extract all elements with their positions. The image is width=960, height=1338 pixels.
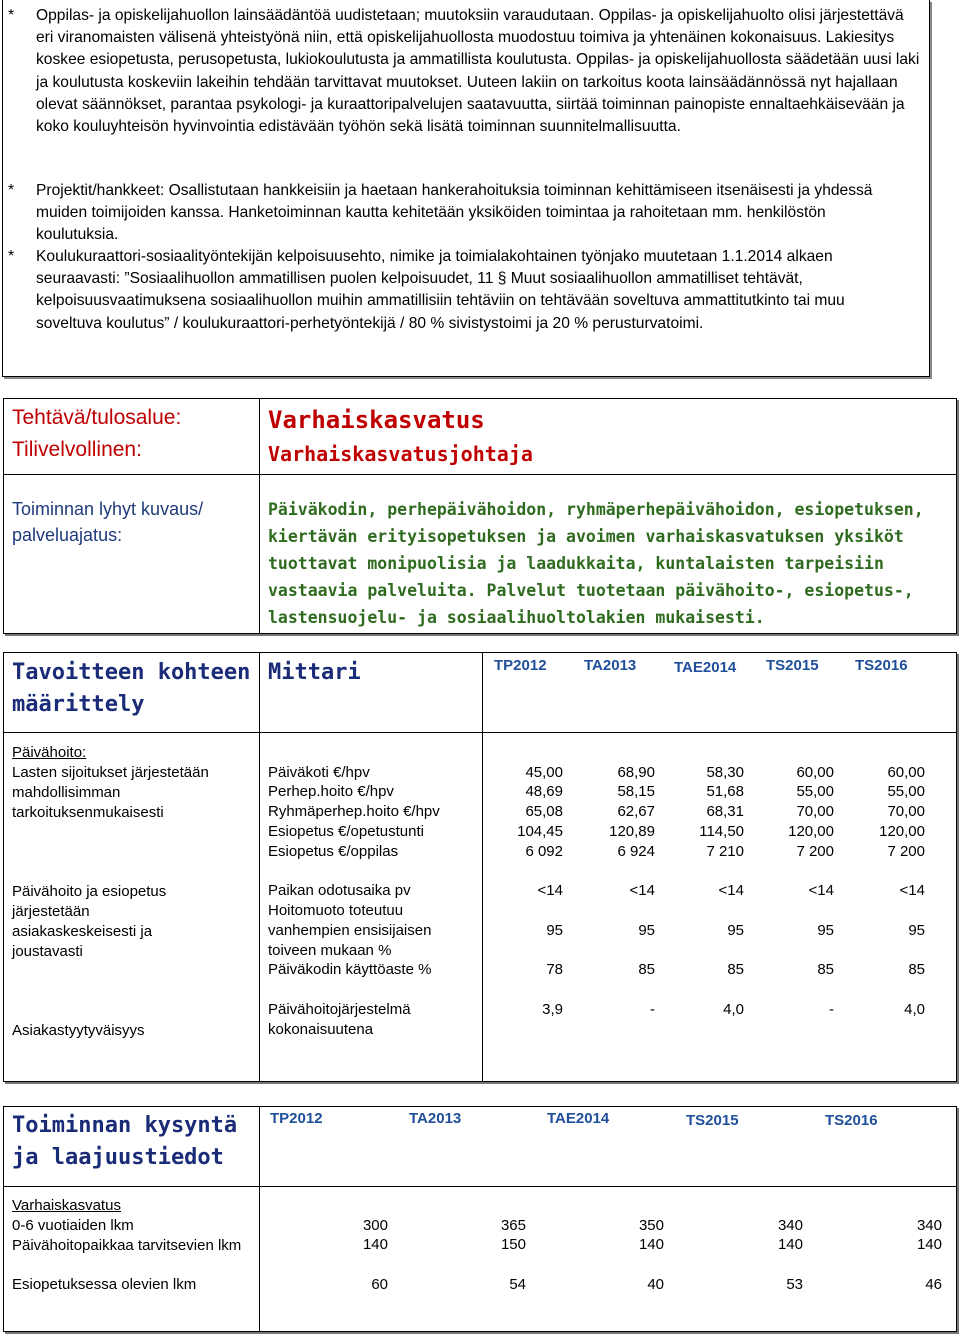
goal-text: Asiakastyytyväisyys: [12, 1022, 145, 1039]
value-cell: 68,31: [706, 803, 744, 820]
value-cell: 120,00: [788, 823, 834, 840]
col-header-tp2012: TP2012: [270, 1110, 323, 1127]
value-cell: <14: [899, 882, 925, 899]
description-label: Toiminnan lyhyt kuvaus/ palveluajatus:: [12, 499, 204, 545]
value-cell: 70,00: [887, 803, 925, 820]
value-cell: 48,69: [525, 783, 563, 800]
value-cell: 95: [817, 922, 834, 939]
value-cell: 55,00: [796, 783, 834, 800]
col-header-tae2014: TAE2014: [547, 1110, 610, 1127]
bullet-text: Koulukuraattori-sosiaalityöntekijän kelpoisuusehto, nimike ja toimialakohtainen työnjako muutetaan 1.1.2014 alkaen seuraavasti: ”Sosiaalihuollon ammatillisen puolen kelpoisuudet, 11 § Muut sosiaalihuollon ammatilliset tehtävät, kelpoisuusvaatimuksena sosiaalihuollon muihin ammatillisiin tehtäviin on tehtävään soveltuva ammattitutkinto tai muu soveltuva koulutus” / koulukuraattori-perhetyöntekijä / 80 % sivistystoimi ja 20 % perusturvatoimi.: [36, 248, 845, 332]
value-cell: 85: [908, 961, 925, 978]
value-cell: 40: [647, 1276, 664, 1293]
value-cell: 95: [908, 922, 925, 939]
value-cell: 85: [817, 961, 834, 978]
value-cell: 114,50: [699, 823, 744, 840]
section-heading: Varhaiskasvatus: [12, 1197, 121, 1214]
task-value: Varhaiskasvatus: [268, 406, 485, 434]
col-header-tp2012: TP2012: [494, 657, 547, 674]
goal-text: Päivähoito ja esiopetus järjestetään asiakaskeskeisesti ja joustavasti: [12, 883, 167, 960]
value-cell: 58,30: [706, 764, 744, 781]
col-header-ta2013: TA2013: [584, 657, 637, 674]
metric-label: Päivähoitojärjestelmä kokonaisuutena: [268, 1001, 411, 1038]
value-cell: 54: [509, 1276, 526, 1293]
col-header-tae2014: TAE2014: [674, 659, 737, 676]
metric-label: Ryhmäperhep.hoito €/hpv: [268, 803, 440, 820]
col-header-ts2015: TS2015: [766, 657, 819, 674]
value-cell: 7 200: [796, 843, 834, 860]
bullet-text: Projektit/hankkeet: Osallistutaan hankkeisiin ja haetaan hankerahoituksia toiminnan kehittämiseen itsenäisesti ja yhdessä muiden toimijoiden kanssa. Hanketoiminnan kautta kehitetään yksiköiden toimintaa ja rahoitetaan mm. henkilöstön koulutuksia.: [36, 182, 873, 244]
value-cell: 60,00: [796, 764, 834, 781]
value-cell: 46: [925, 1276, 942, 1293]
metric-label: Hoitomuoto toteutuu vanhempien ensisijaisen toiveen mukaan %: [268, 902, 432, 959]
account-value: Varhaiskasvatusjohtaja: [268, 442, 533, 466]
description-value: Päiväkodin, perhepäivähoidon, ryhmäperhepäivähoidon, esiopetuksen, kiertävän erityisopetuksen ja avoimen varhaiskasvatuksen yksiköt tuottavat monipuolisia ja laadukkaita, kuntalaisten tarpeisiin vastaavia palveluita. Palvelut tuotetaan päivähoito-, esiopetus-, lastensuojelu- ja sosiaalihuoltolakien mukaisesti.: [268, 500, 924, 627]
value-cell: <14: [629, 882, 655, 899]
value-cell: 58,15: [617, 783, 655, 800]
value-cell: 60: [371, 1276, 388, 1293]
value-cell: 45,00: [525, 764, 563, 781]
value-cell: -: [650, 1001, 655, 1018]
value-cell: <14: [808, 882, 834, 899]
value-cell: 7 200: [887, 843, 925, 860]
value-cell: 340: [777, 1217, 803, 1234]
value-cell: 300: [362, 1217, 388, 1234]
value-cell: 51,68: [706, 783, 744, 800]
bullet-star: *: [8, 182, 15, 199]
metric-label: Esiopetus €/opetustunti: [268, 823, 424, 840]
value-cell: 78: [546, 961, 563, 978]
value-cell: <14: [718, 882, 744, 899]
demand-title: Toiminnan kysyntä ja laajuustiedot: [12, 1113, 238, 1170]
value-cell: 3,9: [542, 1001, 563, 1018]
value-cell: 140: [777, 1236, 803, 1253]
demand-row-label: 0-6 vuotiaiden lkm: [12, 1217, 134, 1234]
value-cell: 60,00: [887, 764, 925, 781]
value-cell: 365: [500, 1217, 526, 1234]
value-cell: 53: [786, 1276, 803, 1293]
value-cell: 104,45: [517, 823, 563, 840]
bullet-star: *: [8, 7, 15, 24]
value-cell: 140: [916, 1236, 942, 1253]
goals-title: Tavoitteen kohteen määrittely: [12, 660, 251, 717]
value-cell: 140: [638, 1236, 664, 1253]
value-cell: 350: [638, 1217, 664, 1234]
metric-label: Päiväkodin käyttöaste %: [268, 961, 432, 978]
metric-label: Paikan odotusaika pv: [268, 882, 411, 899]
value-cell: 95: [638, 922, 655, 939]
metric-label: Perhep.hoito €/hpv: [268, 783, 394, 800]
value-cell: 95: [727, 922, 744, 939]
value-cell: 70,00: [796, 803, 834, 820]
account-label: Tilivelvollinen:: [12, 438, 142, 461]
bullet-text: Oppilas- ja opiskelijahuollon lainsäädäntöä uudistetaan; muutoksiin varaudutaan. Oppilas- ja opiskelijahuolto olisi järjestettävä eri viranomaisten välisenä yhteistyönä niin, että opiskelijahuollosta muodostuu toimiva ja yhtenäinen kokonaisuus. Lakiesitys koskee esiopetusta, perusopetusta, lukiokoulutusta ja ammatillista koulutusta. Oppilas- ja opiskelijahuollosta säädetään uusi laki ja koulutusta koskeviin lakeihin tehdään tarvittavat muutokset. Uuteen lakiin on tarkoitus koota lainsäädännössä nyt hajallaan olevat säännökset, parantaa psykologi- ja kuraattoripalvelujen saatavuutta, siirtää toiminnan painopiste ennaltaehkäisevään ja koko kouluyhteisön hyvinvointia edistävään työhön sekä lisätä toiminnan suunnitelmallisuutta.: [36, 7, 920, 136]
col-header-ts2015: TS2015: [686, 1112, 739, 1129]
goal-text: Lasten sijoitukset järjestetään mahdollisimman tarkoituksenmukaisesti: [12, 764, 209, 821]
metric-label: Päiväkoti €/hpv: [268, 764, 370, 781]
value-cell: 6 924: [617, 843, 655, 860]
demand-row-label: Päivähoitopaikkaa tarvitsevien lkm: [12, 1237, 242, 1254]
value-cell: 340: [916, 1217, 942, 1234]
col-header-ts2016: TS2016: [855, 657, 908, 674]
section-heading: Päivähoito:: [12, 744, 87, 761]
value-cell: 120,89: [609, 823, 655, 840]
value-cell: 55,00: [887, 783, 925, 800]
value-cell: 140: [362, 1236, 388, 1253]
col-header-ts2016: TS2016: [825, 1112, 878, 1129]
value-cell: 6 092: [525, 843, 563, 860]
metric-label: Esiopetus €/oppilas: [268, 843, 399, 860]
value-cell: 85: [727, 961, 744, 978]
value-cell: 68,90: [617, 764, 655, 781]
demand-row-label: Esiopetuksessa olevien lkm: [12, 1276, 197, 1293]
metric-title: Mittari: [268, 660, 361, 685]
value-cell: 4,0: [904, 1001, 925, 1018]
bullet-star: *: [8, 248, 15, 265]
value-cell: <14: [537, 882, 563, 899]
value-cell: -: [829, 1001, 834, 1018]
value-cell: 150: [500, 1236, 526, 1253]
value-cell: 4,0: [723, 1001, 744, 1018]
value-cell: 95: [546, 922, 563, 939]
col-header-ta2013: TA2013: [409, 1110, 462, 1127]
task-label: Tehtävä/tulosalue:: [12, 406, 182, 429]
value-cell: 120,00: [879, 823, 925, 840]
value-cell: 7 210: [706, 843, 744, 860]
value-cell: 85: [638, 961, 655, 978]
value-cell: 65,08: [525, 803, 563, 820]
value-cell: 62,67: [617, 803, 655, 820]
